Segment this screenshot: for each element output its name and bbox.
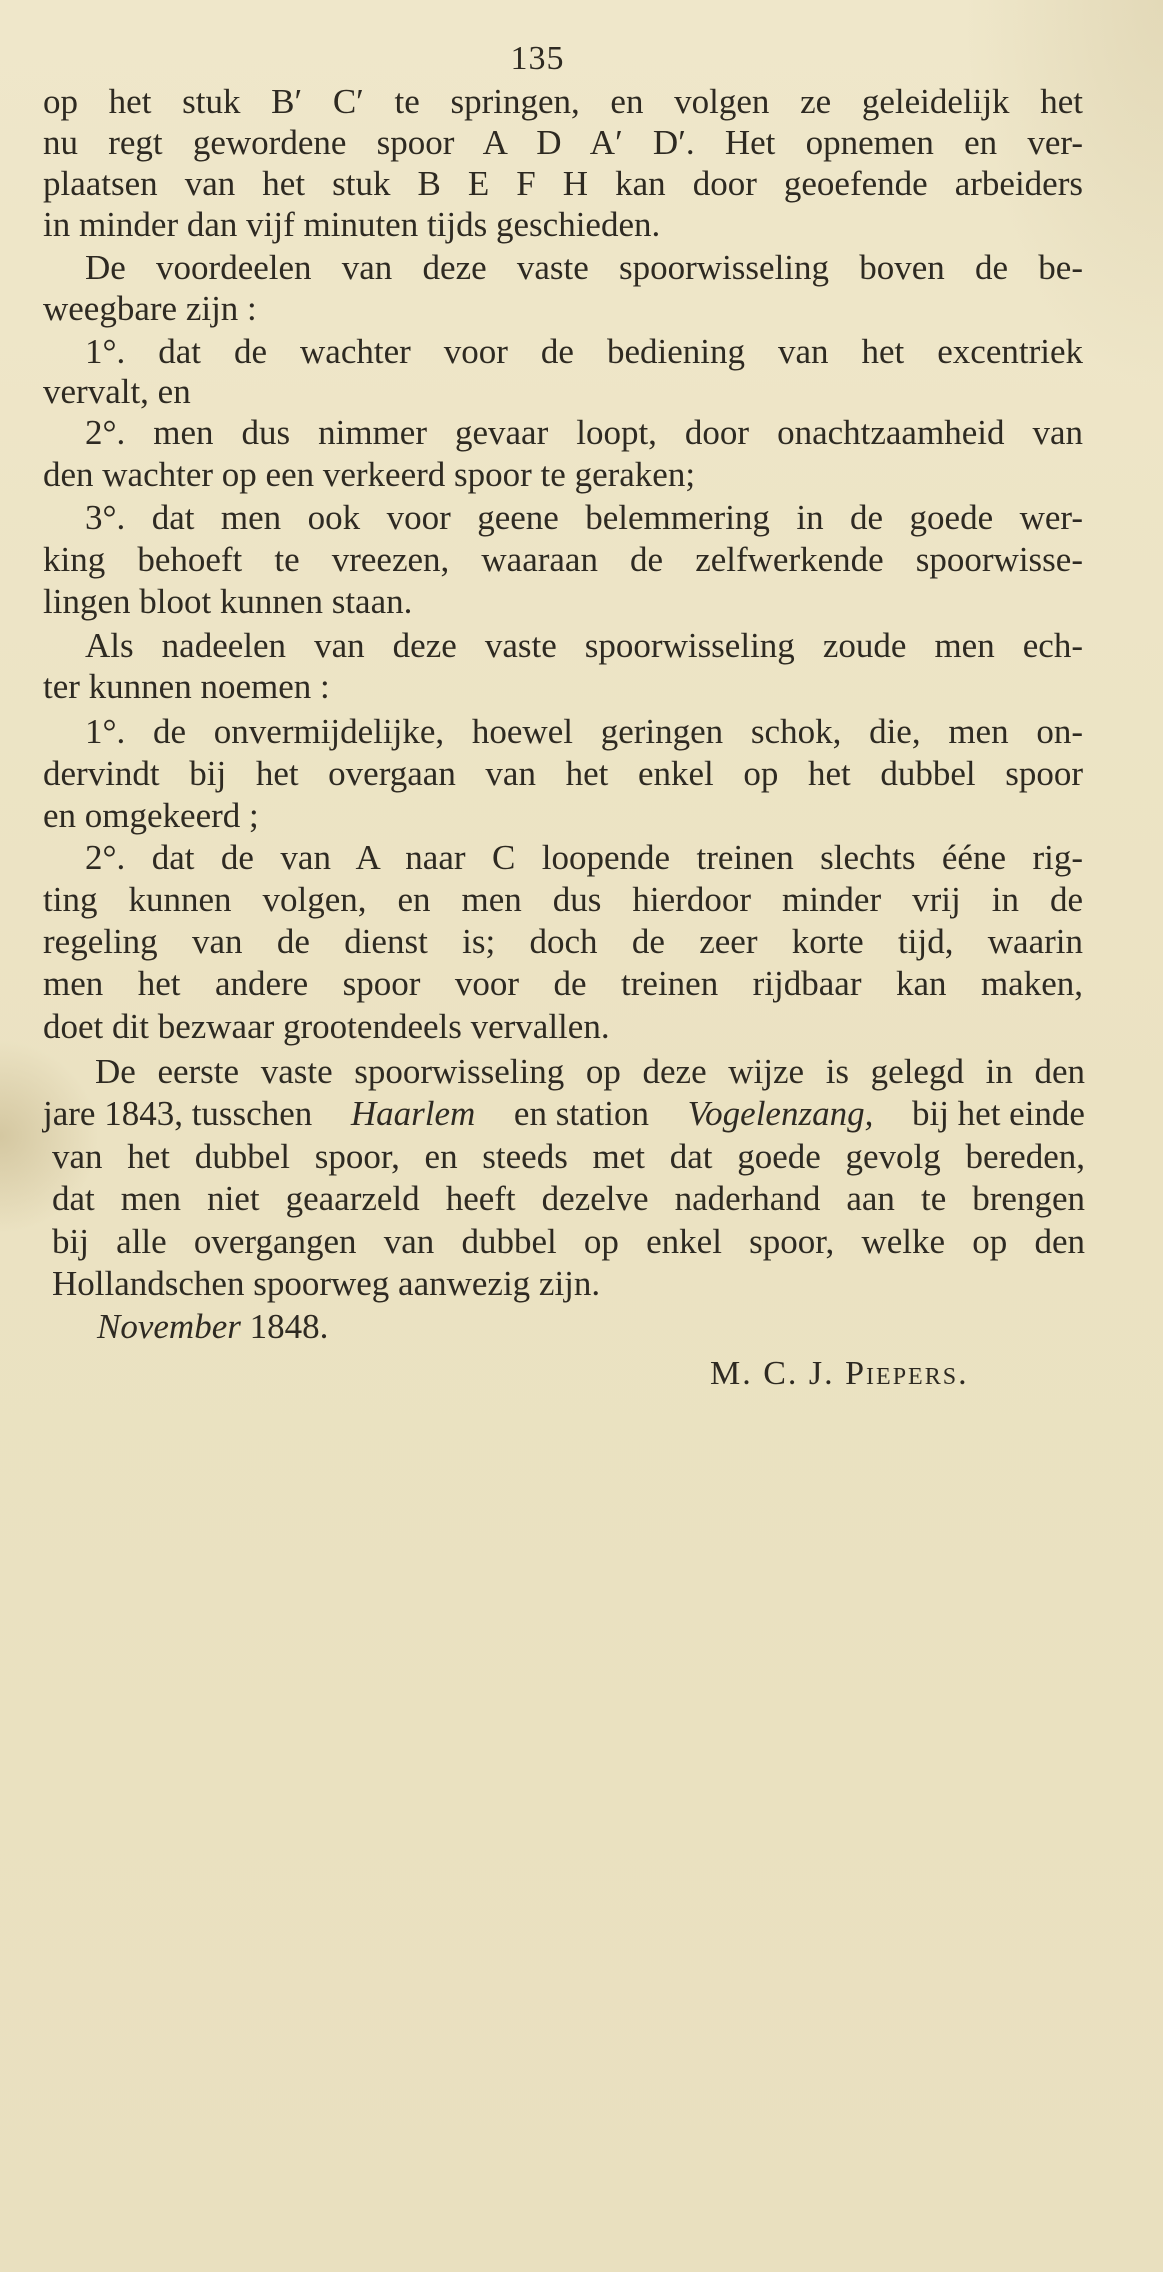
text-line: plaatsen van het stuk B E F H kan door geoefende arbeiders: [43, 164, 1083, 203]
text-line: De eerste vaste spoorwisseling op deze wijze is gelegd in den: [95, 1052, 1085, 1091]
text-line: van het dubbel spoor, en steeds met dat goede gevolg bereden,: [52, 1137, 1085, 1176]
text-line: men het andere spoor voor de treinen rijdbaar kan maken,: [43, 964, 1083, 1003]
text-line: weegbare zijn :: [43, 289, 257, 328]
text-line: Als nadeelen van deze vaste spoorwisseling zoude men ech-: [85, 626, 1083, 665]
place-name-vogelenzang: Vogelenzang,: [687, 1094, 874, 1133]
text-segment: en station: [513, 1094, 650, 1133]
text-line: Hollandschen spoorweg aanwezig zijn.: [52, 1264, 601, 1303]
text-line: 1°. dat de wachter voor de bediening van het excentriek: [85, 332, 1083, 371]
page-number: 135: [510, 40, 565, 77]
text-line: vervalt, en: [43, 372, 191, 411]
text-line: king behoeft te vreezen, waaraan de zelfwerkende spoorwisse-: [43, 540, 1083, 579]
date-line: [97, 1305, 328, 1349]
text-line: bij alle overgangen van dubbel op enkel spoor, welke op den: [52, 1222, 1085, 1261]
date-month: November: [97, 1307, 241, 1346]
signature-initials: M. C. J.: [710, 1355, 835, 1392]
text-line: 3°. dat men ook voor geene belemmering in de goede wer-: [85, 498, 1083, 537]
signature: [710, 1355, 969, 1393]
text-line: lingen bloot kunnen staan.: [43, 582, 413, 621]
text-line: 1°. de onvermijdelijke, hoewel geringen schok, die, men on-: [85, 712, 1083, 751]
text-line: dat men niet geaarzeld heeft dezelve naderhand aan te brengen: [52, 1179, 1085, 1218]
text-line: dervindt bij het overgaan van het enkel op het dubbel spoor: [43, 754, 1083, 793]
text-line: in minder dan vijf minuten tijds geschieden.: [43, 205, 661, 244]
text-line: ter kunnen noemen :: [43, 667, 330, 706]
text-segment: bij het einde: [911, 1094, 1085, 1133]
text-line: doet dit bezwaar grootendeels vervallen.: [43, 1007, 610, 1046]
text-line: 2°. dat de van A naar C loopende treinen slechts ééne rig-: [85, 838, 1083, 877]
text-line: nu regt gewordene spoor A D A′ D′. Het opnemen en ver-: [43, 123, 1083, 162]
text-line: op het stuk B′ C′ te springen, en volgen ze geleidelijk het: [43, 82, 1083, 121]
text-segment: jare 1843, tusschen: [43, 1094, 313, 1133]
text-line: ting kunnen volgen, en men dus hierdoor minder vrij in de: [43, 880, 1083, 919]
date-year: 1848.: [249, 1307, 329, 1346]
text-line: regeling van de dienst is; doch de zeer korte tijd, waarin: [43, 922, 1083, 961]
text-line-mixed: [43, 1092, 1085, 1136]
text-line: den wachter op een verkeerd spoor te geraken;: [43, 455, 696, 494]
text-line: en omgekeerd ;: [43, 796, 259, 835]
text-line: 2°. men dus nimmer gevaar loopt, door onachtzaamheid van: [85, 413, 1083, 452]
text-line: De voordeelen van deze vaste spoorwisseling boven de be-: [85, 248, 1083, 287]
place-name-haarlem: Haarlem: [350, 1094, 476, 1133]
signature-name: Piepers.: [845, 1355, 969, 1392]
